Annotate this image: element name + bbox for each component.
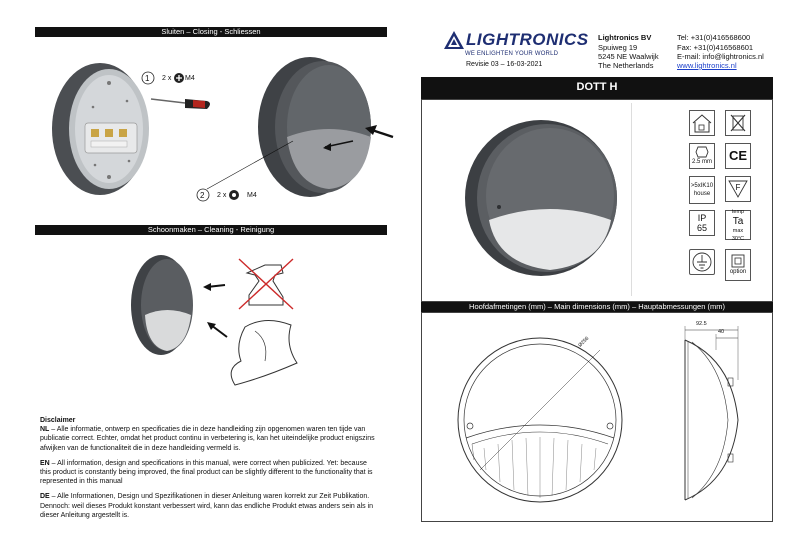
closing-illustration [35, 37, 395, 225]
earth-ground-icon [689, 249, 715, 275]
brand-logo-icon [443, 30, 465, 50]
contact-fax: Fax: +31(0)416568601 [677, 43, 754, 52]
company-name: Lightronics BV [598, 33, 652, 42]
ambient-temp-caption: temp [731, 208, 745, 215]
step2-quantity: 2 x [217, 192, 227, 199]
contact-website-link[interactable]: www.lightronics.nl [677, 61, 737, 70]
disclaimer-de-prefix: DE [40, 493, 50, 501]
cleaning-header-bar: Schoonmaken – Cleaning - Reinigung [35, 225, 387, 235]
disclaimer-block [40, 416, 375, 526]
icon-column-divider [631, 103, 632, 296]
option-label: option [729, 269, 747, 275]
brand-logo: LIGHTRONICS [466, 30, 589, 49]
ip-rating-icon [689, 210, 715, 236]
contact-tel: Tel: +31(0)416568600 [677, 33, 751, 42]
ce-mark-icon [725, 143, 751, 169]
ambient-temp-ta: Ta [732, 215, 744, 227]
disclaimer-en-text: – All information, design and specifications in this manual, were correct when publicized. Yet: because this product is constantly being improved, the final product can be slightly different to the functionality that is represented in this manual [40, 459, 373, 486]
step2-number: 2 [200, 191, 205, 200]
cleaning-illustration [115, 245, 315, 405]
impact-rating-icon [689, 176, 715, 204]
disclaimer-en-prefix: EN [40, 459, 50, 467]
revision-label: Revisie 03 – 16-03-2021 [466, 61, 543, 68]
f-mark-label: F [735, 183, 741, 192]
disclaimer-de-text: – Alle Informationen, Design und Spezifikationen in dieser Anleitung waren korrekt zur Zeit Publikation. Dennoch: weil dieses Produkt konstant verbessert wird, kann das endliche Produkt etwas anders sein als in dieser Anleitung argestellt is. [40, 493, 374, 519]
dimension-diameter-label: Ø256 [577, 335, 591, 349]
impact-rating-label: >5xIK10 [690, 183, 714, 189]
closing-header-bar: Sluiten – Closing - Schliessen [35, 27, 387, 37]
step1-quantity: 2 x [162, 75, 172, 82]
dimension-inner-label: 40 [718, 329, 725, 335]
contact-email: E-mail: info@lightronics.nl [677, 52, 764, 61]
impact-house-label: house [693, 191, 711, 197]
ip-rating-bottom: 65 [696, 223, 707, 233]
option-icon [725, 249, 751, 281]
ce-mark-label: CE [728, 148, 748, 163]
disclaimer-title: Disclaimer [40, 417, 76, 424]
dimension-drawing [440, 320, 760, 516]
ambient-temp-icon [725, 210, 751, 240]
dimension-depth-label: 92.5 [696, 321, 707, 327]
hex-wrench-icon [689, 143, 715, 169]
company-country: The Netherlands [598, 61, 654, 70]
disclaimer-nl-prefix: NL [40, 426, 50, 434]
hex-wrench-label: 2.5 mm [691, 159, 712, 165]
indoor-house-icon [689, 110, 715, 136]
ip-rating-top: IP [697, 213, 707, 223]
brand-tagline: WE ENLIGHTEN YOUR WORLD [465, 51, 559, 57]
disclaimer-nl-text: – Alle informatie, ontwerp en specificaties die in deze handleiding zijn opgenomen waren ten tijde van publicatie correct. Echter, omdat het product continu in verbetering is, kan het uiteindelijke product enigszins afwijken van de functionaliteit die in deze handleiding vermeld is. [40, 426, 375, 452]
step2-screw-size: M4 [247, 192, 257, 199]
f-mark-icon [725, 176, 751, 202]
product-photo [455, 112, 635, 292]
no-cover-icon [725, 110, 751, 136]
dimensions-header-bar: Hoofdafmetingen (mm) – Main dimensions (mm) – Hauptabmessungen (mm) [421, 302, 773, 312]
company-street: Spuiweg 19 [598, 43, 638, 52]
ambient-temp-max: max 30°C [731, 227, 745, 242]
step1-number: 1 [145, 74, 150, 83]
product-title: DOTT H [576, 81, 618, 93]
step1-screw-size: M4 [185, 75, 195, 82]
company-city: 5245 NE Waalwijk [598, 52, 659, 61]
